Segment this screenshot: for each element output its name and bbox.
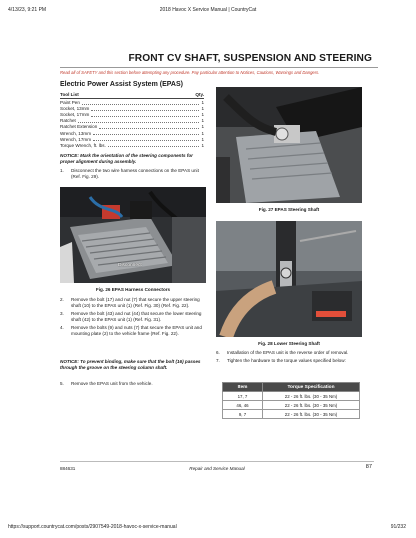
tool-list [60, 92, 204, 149]
leader-dots [91, 112, 199, 117]
tool-qty: 1 [201, 124, 204, 130]
safety-notice: Read all of SAFETY and this section before attempting any procedure. Pay particular attention to Notices, Cautions, Warnings and Dangers. [60, 70, 320, 75]
step-number: 2. [60, 297, 64, 302]
tool-name: Socket, 17mm [60, 112, 90, 118]
torque-spec-cell: 22 - 26 ft. lbs. (30 - 35 Nm) [263, 392, 360, 401]
torque-item-cell: 46, 46 [223, 401, 263, 410]
step-text: Disconnect the two wire harness connections on the EPAS unit (Ref. Fig. 29). [71, 168, 199, 179]
tool-qty: 1 [201, 100, 204, 106]
step-item [60, 311, 206, 323]
torque-item-cell: 17, 7 [223, 392, 263, 401]
print-url: https://support.countrycat.com/posts/2907549-2018-havoc-x-service-manual [8, 524, 177, 530]
table-row [223, 410, 360, 419]
tool-name: Socket, 13mm [60, 106, 90, 112]
leader-dots [82, 100, 200, 105]
fig27-caption: Fig. 27 EPAS Steering Shaft [258, 207, 320, 212]
step-item [60, 325, 206, 337]
torque-spec-cell: 22 - 26 ft. lbs. (30 - 35 Nm) [263, 410, 360, 419]
step-5 [60, 381, 206, 389]
step-number: 7. [216, 358, 220, 364]
step-text: Remove the bolts (9) and nuts (7) that secure the EPAS unit and mounting plate (2) to the vehicle frame (Ref. Fig. 22). [71, 325, 202, 336]
table-row [223, 392, 360, 401]
step-number: 4. [60, 325, 64, 330]
tool-name: Ratchet [60, 118, 76, 124]
footer-rule [60, 461, 374, 462]
step-number: 6. [216, 350, 220, 355]
torque-spec-cell: 22 - 26 ft. lbs. (30 - 35 Nm) [263, 401, 360, 410]
step-number: 3. [60, 311, 64, 316]
fig28-caption: Fig. 28 Lower Steering Shaft [258, 341, 320, 346]
step-item [60, 297, 206, 309]
fig26-caption: Fig. 26 EPAS Harness Connectors [95, 287, 171, 292]
step-text: Remove the bolt (43) and nut (44) that secure the lower steering shaft (42) to the EPAS unit (1) (Ref. Fig. 31). [71, 311, 202, 322]
tool-name: Torque Wrench, ft. lbs. [60, 142, 106, 148]
step-text: Tighten the hardware to the torque values specified below: [227, 358, 346, 364]
steps-left [60, 297, 206, 339]
step-text: Remove the bolt (17) and nut (7) that secure the upper steering shaft (10) to the EPAS unit (1) (Ref. Fig. 30) (Ref. Fig. 22). [71, 297, 200, 308]
tool-name: Ratchet Extension [60, 124, 98, 130]
footer-doc-number: 884631 [60, 466, 76, 471]
footer-page-number: 87 [365, 464, 372, 470]
leader-dots [93, 137, 199, 142]
leader-dots [108, 143, 200, 148]
torque-table-header-spec: Torque Specification [263, 383, 360, 392]
table-row [223, 401, 360, 410]
torque-table-header-item: Item [223, 383, 263, 392]
lower-steering-shaft-photo [216, 221, 362, 337]
step-item [216, 350, 366, 356]
tool-list-header-qty: Qty. [195, 92, 204, 97]
tool-name: Paint Pen [60, 100, 80, 106]
epas-harness-photo [60, 187, 206, 283]
tool-list-header-label: Tool List [60, 92, 79, 97]
leader-dots [91, 106, 199, 111]
epas-steering-shaft-photo [216, 87, 362, 203]
print-datetime: 4/13/23, 9:21 PM [8, 7, 47, 13]
tool-name: Wrench, 17mm [60, 136, 92, 142]
tool-qty: 1 [201, 106, 204, 112]
steps-right [216, 350, 366, 366]
photo-callout-disconnect: Disconnect [118, 263, 142, 268]
footer-manual-title: Repair and Service Manual [189, 466, 245, 471]
print-page-title: 2018 Havoc X Service Manual | CountryCat [159, 7, 257, 13]
leader-dots [99, 124, 199, 129]
page-heading: FRONT CV SHAFT, SUSPENSION AND STEERING [128, 53, 372, 64]
tool-name: Wrench, 13mm [60, 130, 92, 136]
tool-qty: 1 [201, 130, 204, 136]
step-text: Remove the EPAS unit from the vehicle. [71, 381, 153, 386]
tool-list-header [60, 92, 204, 99]
tool-list-item [60, 143, 204, 149]
step-number: 5. [60, 381, 64, 386]
step-item [216, 358, 366, 364]
notice-orientation: NOTICE: Mark the orientation of the steering components for proper alignment during assembly. [60, 153, 193, 164]
step-number: 1. [60, 168, 64, 173]
torque-table [222, 382, 360, 419]
tool-qty: 1 [201, 136, 204, 142]
leader-dots [93, 131, 199, 136]
tool-qty: 1 [201, 112, 204, 118]
torque-item-cell: 9, 7 [223, 410, 263, 419]
step-text: Installation of the EPAS unit is the reverse order of removal. [227, 350, 349, 355]
notice-binding: NOTICE: To prevent binding, make sure that the bolt (16) passes through the groove on the steering column shaft. [60, 359, 201, 370]
print-page-count: 91/232 [390, 524, 406, 530]
step-1 [60, 168, 206, 182]
leader-dots [78, 118, 200, 123]
tool-qty: 1 [201, 118, 204, 124]
tool-qty: 1 [201, 142, 204, 148]
section-title: Electric Power Assist System (EPAS) [60, 81, 183, 88]
heading-rule [60, 67, 378, 68]
